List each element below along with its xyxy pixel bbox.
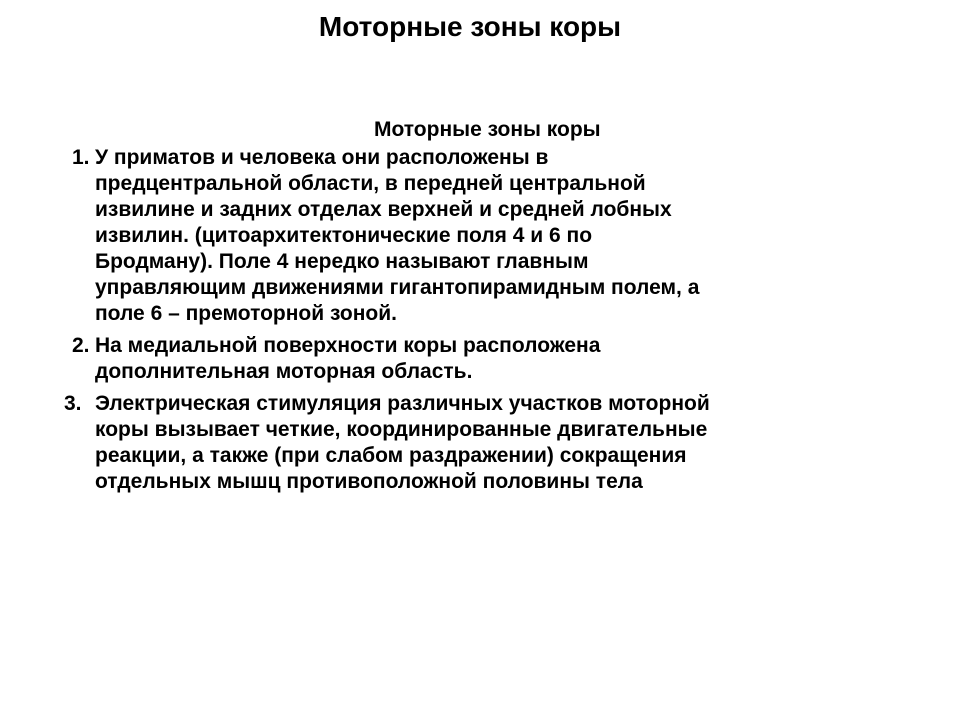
list-item-line: коры вызывает четкие, координированные двигательные xyxy=(95,418,708,441)
list-item-number: 1. xyxy=(72,146,90,169)
list-item-line: дополнительная моторная область. xyxy=(95,360,473,383)
list-item-line: извилин. (цитоархитектонические поля 4 и 6 по xyxy=(95,224,593,247)
list-item-3 xyxy=(64,391,904,495)
slide-title: Моторные зоны коры xyxy=(318,11,622,42)
content-heading: Моторные зоны коры xyxy=(374,118,601,141)
slide-content xyxy=(64,117,904,495)
list-item-line: На медиальной поверхности коры расположена xyxy=(95,334,601,357)
list-item-line: поле 6 – премоторной зоной. xyxy=(95,302,397,325)
list-item-line: Электрическая стимуляция различных участков моторной xyxy=(95,392,710,415)
list-item-line: У приматов и человека они расположены в xyxy=(95,146,549,169)
list-item-line: реакции, а также (при слабом раздражении) сокращения xyxy=(95,444,687,467)
list-item-line: извилине и задних отделах верхней и средней лобных xyxy=(95,198,672,221)
list-item-number: 2. xyxy=(72,334,90,357)
list-item-line: предцентральной области, в передней центральной xyxy=(95,172,646,195)
list-item-line: Бродману). Поле 4 нередко называют главным xyxy=(95,250,589,273)
list-item-line: управляющим движениями гигантопирамидным полем, а xyxy=(95,276,700,299)
list-item-number: 3. xyxy=(64,392,82,415)
list-item-2 xyxy=(64,333,904,385)
list-item-line: отдельных мышц противоположной половины тела xyxy=(95,470,643,493)
list-item-1 xyxy=(64,145,904,327)
